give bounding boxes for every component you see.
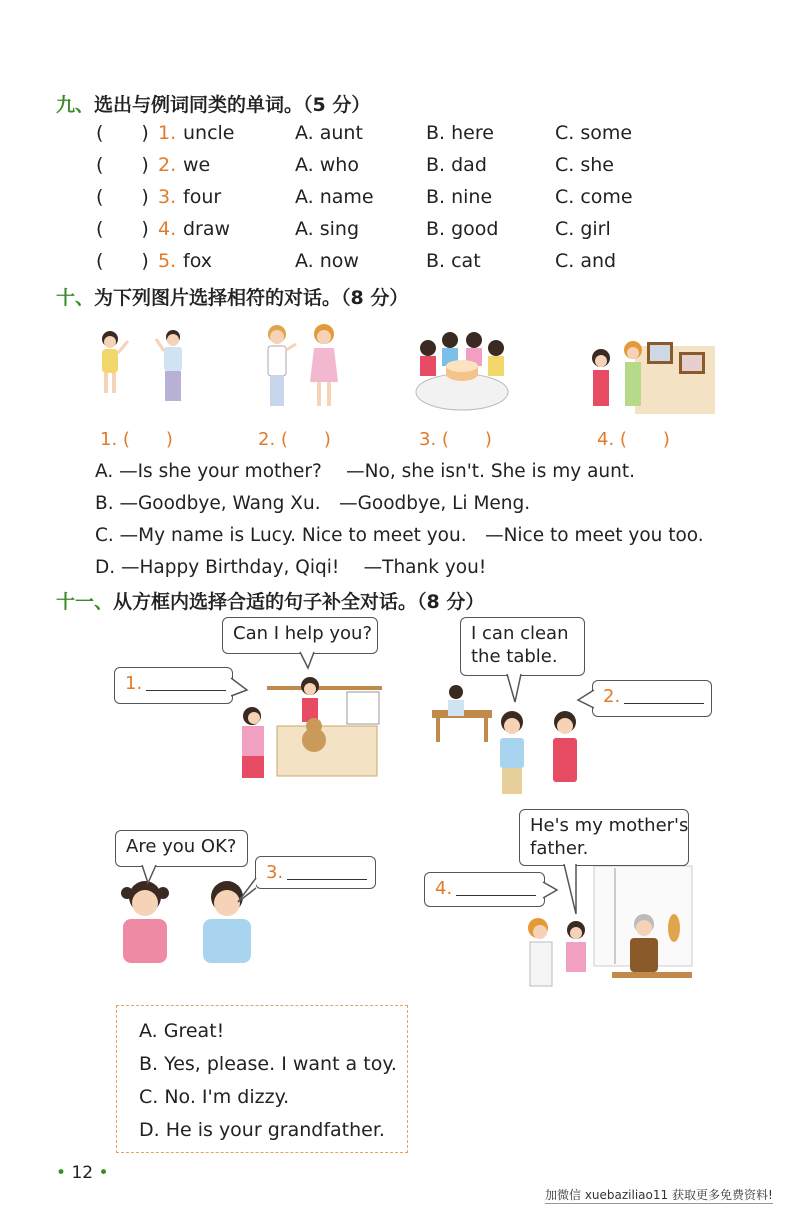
option-a: A. who bbox=[295, 154, 359, 176]
speech-text: Are you OK? bbox=[126, 836, 237, 857]
answer-blank-line[interactable] bbox=[456, 877, 536, 896]
blank-number: 4. bbox=[435, 878, 453, 899]
leaf-icon: • bbox=[56, 1163, 67, 1183]
option-c: C. she bbox=[555, 154, 614, 176]
section-10-heading bbox=[56, 283, 408, 310]
speech-bubble bbox=[115, 830, 248, 867]
answer-blank[interactable]: ( ) bbox=[96, 218, 149, 240]
option-a: A. now bbox=[295, 250, 359, 272]
question-number: 1. bbox=[158, 122, 177, 144]
bubble-tail bbox=[140, 865, 160, 885]
blank-number: 2. bbox=[603, 686, 621, 707]
answer-bubble[interactable] bbox=[255, 856, 376, 889]
blank-number: 1. bbox=[125, 673, 143, 694]
section-10-title: 为下列图片选择相符的对话。（8 分） bbox=[94, 287, 409, 309]
picture-aunt bbox=[575, 328, 715, 414]
answer-blank[interactable]: ( ) bbox=[96, 122, 149, 144]
bubble-tail bbox=[231, 676, 249, 698]
section-11-number: 十一、 bbox=[56, 591, 114, 613]
option-b: B. dad bbox=[426, 154, 487, 176]
section-9-title: 选出与例词同类的单词。（5 分） bbox=[94, 94, 371, 116]
page-number-text: 12 bbox=[71, 1163, 94, 1183]
dialogue-c: C. —My name is Lucy. Nice to meet you. —Nice to meet you too. bbox=[95, 525, 704, 546]
option-a: A. aunt bbox=[295, 122, 363, 144]
answer-bubble[interactable] bbox=[114, 667, 233, 704]
example-word: we bbox=[183, 154, 211, 176]
option-c: C. girl bbox=[555, 218, 611, 240]
speech-text: Can I help you? bbox=[233, 623, 373, 644]
example-word: draw bbox=[183, 218, 231, 240]
option-c: C. No. I'm dizzy. bbox=[139, 1086, 290, 1108]
answer-blank[interactable]: ( ) bbox=[96, 186, 149, 208]
bubble-tail bbox=[298, 652, 318, 670]
option-a: A. name bbox=[295, 186, 374, 208]
bubble-tail bbox=[543, 880, 559, 900]
picture-goodbye bbox=[95, 325, 195, 415]
picture-4-answer[interactable]: 4. ( ) bbox=[597, 429, 670, 450]
bubble-tail bbox=[577, 688, 595, 710]
speech-text-line-1: He's my mother's bbox=[530, 815, 689, 836]
speech-text-line-2: father. bbox=[530, 838, 589, 859]
answer-bubble[interactable] bbox=[592, 680, 712, 717]
option-a: A. sing bbox=[295, 218, 360, 240]
speech-text-line-1: I can clean bbox=[471, 623, 569, 644]
question-number: 4. bbox=[158, 218, 177, 240]
answer-blank-line[interactable] bbox=[146, 672, 226, 691]
dialogue-a: A. —Is she your mother? —No, she isn't. She is my aunt. bbox=[95, 461, 635, 482]
speech-bubble bbox=[222, 617, 378, 654]
speech-bubble bbox=[519, 809, 689, 866]
blank-number: 3. bbox=[266, 862, 284, 883]
picture-2-answer[interactable]: 2. ( ) bbox=[258, 429, 331, 450]
answer-blank[interactable]: ( ) bbox=[96, 250, 149, 272]
section-11-heading bbox=[56, 587, 484, 614]
picture-introduction bbox=[262, 320, 352, 415]
leaf-icon: • bbox=[98, 1163, 109, 1183]
question-number: 2. bbox=[158, 154, 177, 176]
picture-3-answer[interactable]: 3. ( ) bbox=[419, 429, 492, 450]
section-9-number: 九、 bbox=[56, 94, 95, 116]
scene-toy-shop bbox=[232, 668, 382, 800]
example-word: fox bbox=[183, 250, 212, 272]
option-a: A. Great! bbox=[139, 1020, 225, 1042]
picture-1-answer[interactable]: 1. ( ) bbox=[100, 429, 173, 450]
options-box bbox=[116, 1005, 408, 1153]
option-d: D. He is your grandfather. bbox=[139, 1119, 385, 1141]
example-word: four bbox=[183, 186, 222, 208]
option-b: B. Yes, please. I want a toy. bbox=[139, 1053, 397, 1075]
example-word: uncle bbox=[183, 122, 235, 144]
answer-blank-line[interactable] bbox=[624, 685, 704, 704]
option-b: B. cat bbox=[426, 250, 481, 272]
picture-birthday bbox=[412, 322, 512, 414]
bubble-tail bbox=[505, 674, 525, 704]
bubble-tail bbox=[236, 878, 258, 904]
speech-bubble bbox=[460, 617, 585, 676]
answer-bubble[interactable] bbox=[424, 872, 545, 907]
page-number bbox=[56, 1163, 109, 1183]
footer-note: 加微信 xuebaziliao11 获取更多免费资料! bbox=[545, 1188, 773, 1202]
option-c: C. some bbox=[555, 122, 633, 144]
section-10-number: 十、 bbox=[56, 287, 95, 309]
option-b: B. good bbox=[426, 218, 499, 240]
dialogue-d: D. —Happy Birthday, Qiqi! —Thank you! bbox=[95, 557, 487, 578]
section-11-title: 从方框内选择合适的句子补全对话。（8 分） bbox=[113, 591, 485, 613]
question-number: 5. bbox=[158, 250, 177, 272]
answer-blank-line[interactable] bbox=[287, 861, 367, 880]
dialogue-b: B. —Goodbye, Wang Xu. —Goodbye, Li Meng. bbox=[95, 493, 531, 514]
option-c: C. come bbox=[555, 186, 633, 208]
bubble-tail bbox=[562, 864, 582, 916]
option-c: C. and bbox=[555, 250, 617, 272]
speech-text-line-2: the table. bbox=[471, 646, 558, 667]
option-b: B. nine bbox=[426, 186, 493, 208]
answer-blank[interactable]: ( ) bbox=[96, 154, 149, 176]
option-b: B. here bbox=[426, 122, 494, 144]
question-number: 3. bbox=[158, 186, 177, 208]
section-9-heading bbox=[56, 90, 370, 117]
